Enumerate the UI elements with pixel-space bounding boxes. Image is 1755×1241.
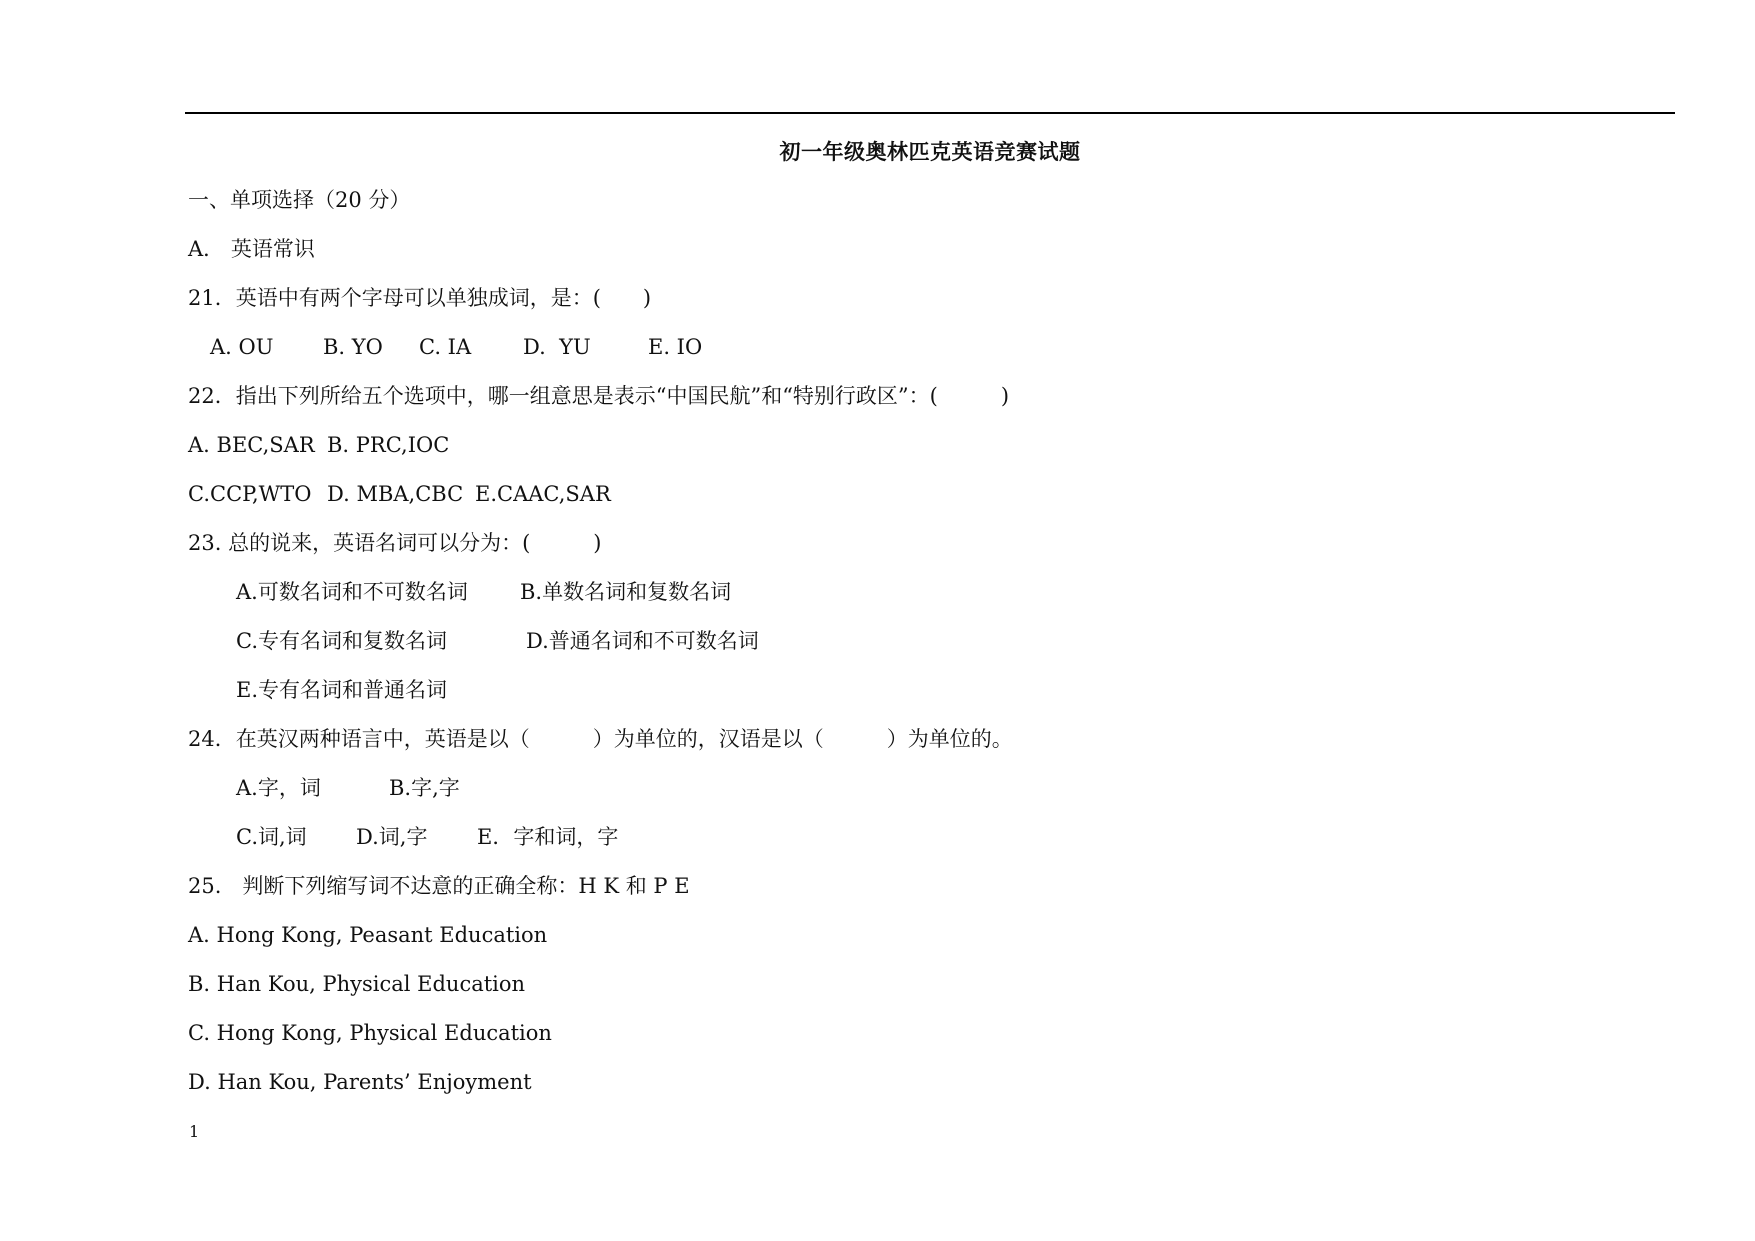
question-22-option-a: A. BEC,SAR: [188, 433, 315, 457]
question-21-option-c: C. IA: [419, 335, 472, 359]
question-23-option-e: E.专有名词和普通名词: [236, 678, 448, 702]
question-24-option-b: B.字,字: [389, 776, 460, 800]
page-number: 1: [189, 1122, 200, 1141]
question-24-option-e: E．字和词，字: [477, 825, 619, 849]
question-25-stem: 25. 判断下列缩写词不达意的正确全称：H K 和 P E: [188, 874, 690, 898]
section-heading: 一、单项选择（20 分）: [188, 188, 411, 212]
question-25-option-a: A. Hong Kong, Peasant Education: [188, 923, 548, 947]
question-22-stem: 22．指出下列所给五个选项中，哪一组意思是表示“中国民航”和“特别行政区”：( ): [188, 384, 1010, 408]
question-24-stem: 24．在英汉两种语言中，英语是以（ ）为单位的，汉语是以（ ）为单位的。: [188, 727, 1013, 751]
question-23-option-a: A.可数名词和不可数名词: [236, 580, 468, 604]
question-24-option-d: D.词,字: [356, 825, 428, 849]
question-21-stem: 21．英语中有两个字母可以单独成词，是：( ): [188, 286, 652, 310]
subsection-heading: A． 英语常识: [188, 237, 315, 261]
question-25-option-b: B. Han Kou, Physical Education: [188, 972, 526, 996]
question-24-option-c: C.词,词: [236, 825, 307, 849]
question-21-option-d: D. YU: [523, 335, 591, 359]
question-23-option-c: C.专有名词和复数名词: [236, 629, 447, 653]
question-21-option-a: A. OU: [210, 335, 274, 359]
question-21-option-b: B. YO: [323, 335, 383, 359]
header-rule: [185, 112, 1675, 114]
question-25-option-c: C. Hong Kong, Physical Education: [188, 1021, 552, 1045]
question-23-option-d: D.普通名词和不可数名词: [526, 629, 759, 653]
question-22-option-c: C.CCP,WTO: [188, 482, 312, 506]
question-22-option-d: D. MBA,CBC: [327, 482, 464, 506]
question-22-option-b: B. PRC,IOC: [327, 433, 450, 457]
document-title: 初一年级奥林匹克英语竞赛试题: [779, 139, 1081, 164]
question-24-option-a: A.字，词: [236, 776, 321, 800]
question-23-stem: 23. 总的说来，英语名词可以分为：( ): [188, 531, 602, 555]
question-23-option-b: B.单数名词和复数名词: [520, 580, 732, 604]
question-22-option-e: E.CAAC,SAR: [475, 482, 611, 506]
question-25-option-d: D. Han Kou, Parents’ Enjoyment: [188, 1070, 532, 1094]
question-21-option-e: E. IO: [648, 335, 703, 359]
